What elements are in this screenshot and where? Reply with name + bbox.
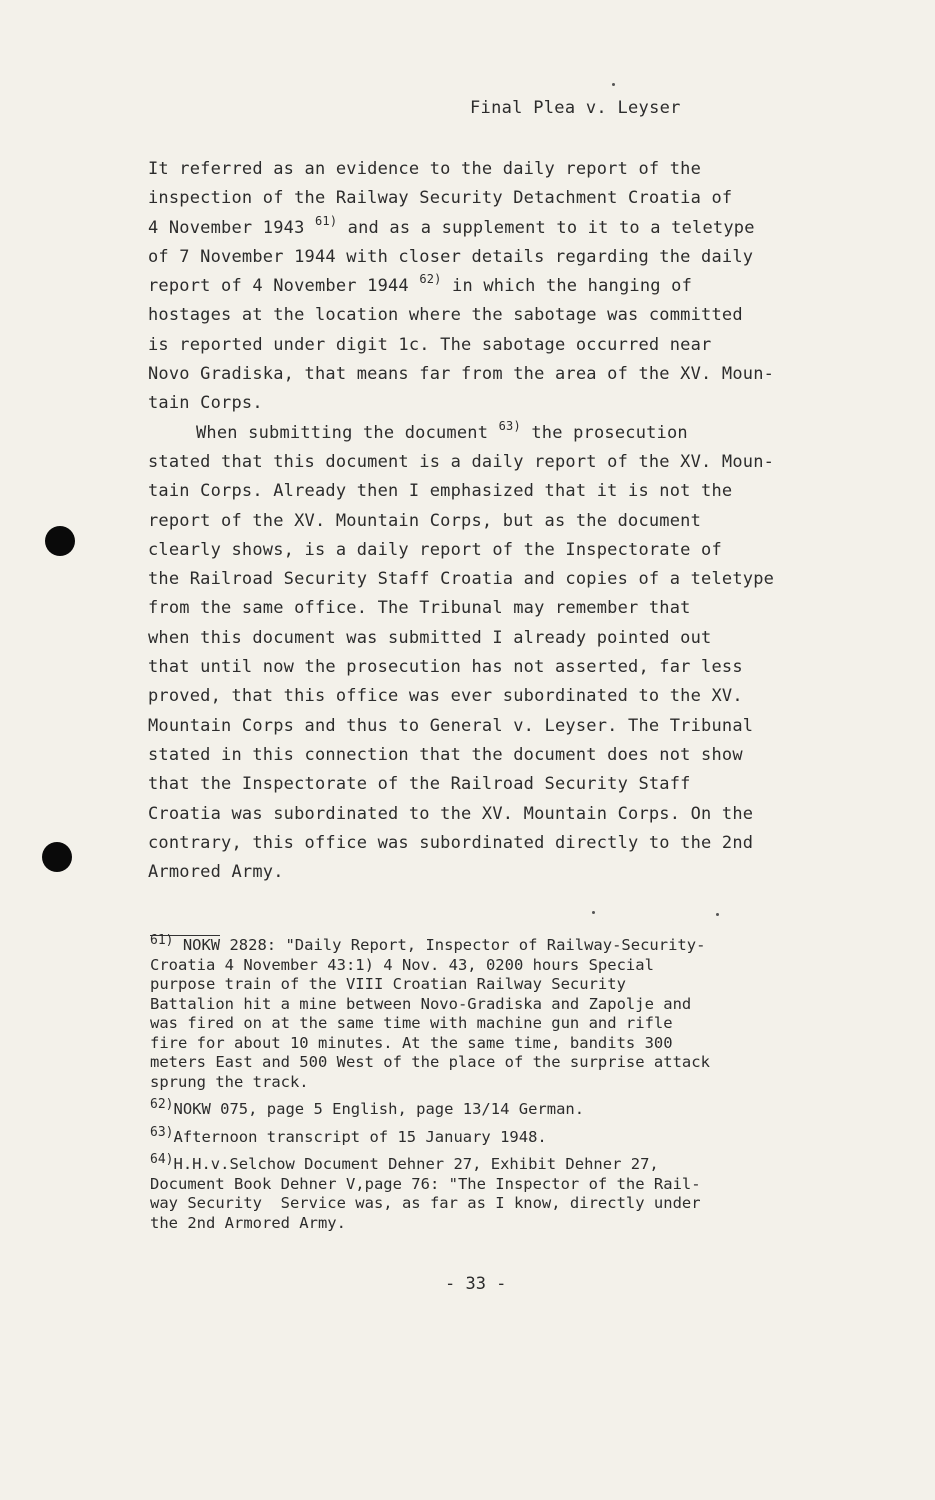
footnote-mark: 63) (150, 1124, 174, 1140)
body-line: Mountain Corps and thus to General v. Leyser. The Tribunal (148, 715, 754, 736)
footnote-mark: 61) (150, 933, 174, 948)
body-line: clearly shows, is a daily report of the Inspectorate of (148, 539, 722, 560)
footnote-ref-61: 61) (314, 213, 338, 228)
footnote-line (150, 1124, 890, 1148)
paper-speck (716, 913, 719, 916)
body-line: stated that this document is a daily report of the XV. Moun- (148, 451, 775, 472)
body-line: hostages at the location where the sabotage was committed (148, 305, 743, 326)
punch-hole (45, 526, 75, 556)
footnote-line: the 2nd Armored Army. (150, 1213, 346, 1232)
footnote-line: Croatia 4 November 43:1) 4 Nov. 43, 0200 hours Special (150, 955, 654, 974)
body-line: It referred as an evidence to the daily report of the (148, 159, 702, 179)
body-line: Armored Army. (148, 862, 284, 883)
body-line: that the Inspectorate of the Railroad Security Staff (148, 774, 691, 795)
body-line: of 7 November 1944 with closer details regarding the daily (148, 246, 754, 267)
footnote-line: meters East and 500 West of the place of the surprise attack (150, 1053, 710, 1071)
footnote-61 (150, 933, 890, 1092)
body-line: tain Corps. Already then I emphasized that it is not the (148, 481, 733, 502)
text-fragment: H.H.v.Selchow Document Dehner 27, Exhibit Dehner 27, (173, 1155, 659, 1173)
text-fragment: in which the hanging of (441, 276, 693, 297)
body-line: stated in this connection that the document does not show (148, 744, 743, 765)
footnote-63 (150, 1124, 890, 1148)
footnote-line: sprung the track. (150, 1072, 309, 1091)
paper-speck (612, 83, 615, 86)
text-fragment: the prosecution (520, 422, 688, 443)
footnote-mark: 64) (150, 1152, 174, 1167)
body-line: Novo Gradiska, that means far from the area of the XV. Moun- (148, 364, 775, 385)
footnote-line (150, 1097, 890, 1120)
body-line: from the same office. The Tribunal may remember that (148, 598, 691, 619)
body-line (148, 214, 888, 243)
footnote-line: Document Book Dehner V,page 76: "The Inspector of the Rail- (150, 1174, 701, 1193)
text-fragment: NOKW 2828: "Daily Report, Inspector of Railway-Security- (173, 936, 706, 954)
body-line: that until now the prosecution has not asserted, far less (148, 657, 743, 678)
footnotes (150, 933, 890, 1241)
page-header: Final Plea v. Leyser (470, 98, 681, 118)
body-line: tain Corps. (148, 393, 263, 414)
body-line: contrary, this office was subordinated directly to the 2nd (148, 832, 754, 853)
body-line: proved, that this office was ever subordinated to the XV. (148, 686, 743, 707)
body-text (148, 155, 888, 887)
text-fragment: and as a supplement to it to a teletype (337, 217, 755, 238)
footnote-ref-63: 63) (498, 418, 521, 433)
footnote-line: fire for about 10 minutes. At the same time, bandits 300 (150, 1033, 673, 1052)
punch-hole (42, 842, 72, 872)
body-line: inspection of the Railway Security Detachment Croatia of (148, 188, 733, 209)
body-line: Croatia was subordinated to the XV. Mountain Corps. On the (148, 803, 754, 824)
page-number: - 33 - (445, 1274, 507, 1294)
footnote-line: Battalion hit a mine between Novo-Gradiska and Zapolje and (150, 994, 692, 1013)
footnote-mark: 62) (150, 1097, 174, 1112)
text-fragment: NOKW 075, page 5 English, page 13/14 German. (173, 1100, 585, 1118)
text-fragment: report of 4 November 1944 (148, 276, 420, 297)
body-line: is reported under digit 1c. The sabotage occurred near (148, 334, 712, 355)
footnote-line (150, 933, 890, 956)
text-fragment: Afternoon transcript of 15 January 1948. (173, 1127, 547, 1146)
footnote-line: way Security Service was, as far as I know, directly under (150, 1194, 701, 1212)
footnote-62 (150, 1097, 890, 1120)
footnote-line (150, 1152, 890, 1175)
paper-speck (592, 911, 595, 914)
body-line: the Railroad Security Staff Croatia and copies of a teletype (148, 569, 775, 590)
text-fragment: When submitting the document (196, 422, 499, 443)
body-line: report of the XV. Mountain Corps, but as the document (148, 510, 702, 531)
footnote-line: was fired on at the same time with machine gun and rifle (150, 1014, 673, 1032)
text-fragment: 4 November 1943 (148, 217, 315, 238)
body-line: when this document was submitted I already pointed out (148, 627, 712, 648)
body-line (148, 419, 888, 448)
body-line (148, 272, 888, 301)
footnote-64 (150, 1152, 890, 1233)
footnote-ref-62: 62) (419, 272, 442, 287)
footnote-line: purpose train of the VIII Croatian Railway Security (150, 975, 626, 993)
